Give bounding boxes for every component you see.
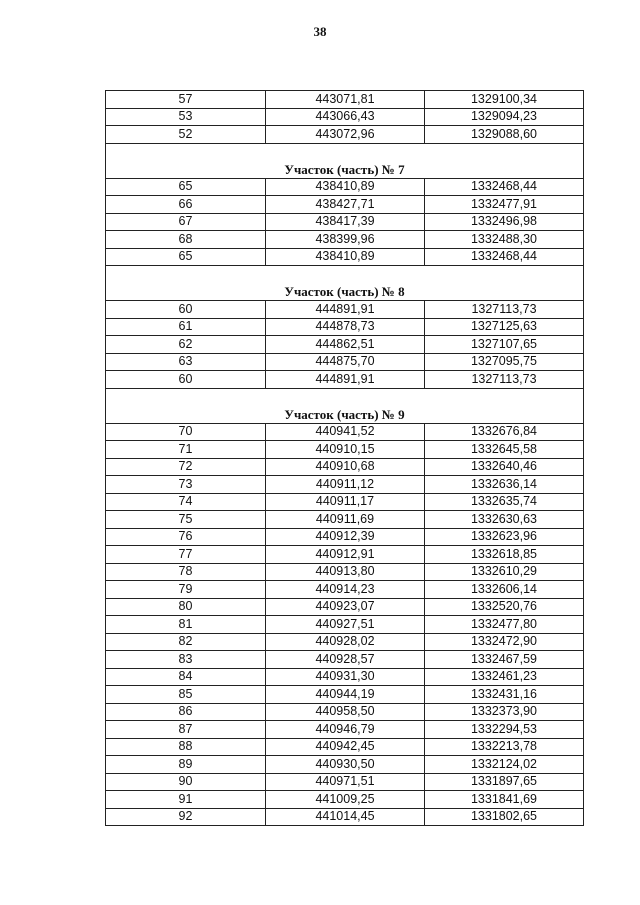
point-number-cell: 83 [106,651,266,669]
section-title: Участок (часть) № 9 [106,388,584,423]
y-coordinate-cell: 1332676,84 [425,423,584,441]
x-coordinate-cell: 440946,79 [266,721,425,739]
x-coordinate-cell: 440930,50 [266,756,425,774]
x-coordinate-cell: 444891,91 [266,371,425,389]
x-coordinate-cell: 443071,81 [266,91,425,109]
point-number-cell: 90 [106,773,266,791]
table-row [106,476,584,494]
point-number-cell: 77 [106,546,266,564]
x-coordinate-cell: 440928,57 [266,651,425,669]
x-coordinate-cell: 440912,39 [266,528,425,546]
x-coordinate-cell: 438427,71 [266,196,425,214]
table-row [106,91,584,109]
x-coordinate-cell: 440912,91 [266,546,425,564]
x-coordinate-cell: 440913,80 [266,563,425,581]
y-coordinate-cell: 1332468,44 [425,248,584,266]
table-row [106,651,584,669]
x-coordinate-cell: 440911,69 [266,511,425,529]
point-number-cell: 80 [106,598,266,616]
table-row [106,546,584,564]
y-coordinate-cell: 1332645,58 [425,441,584,459]
section-title: Участок (часть) № 8 [106,266,584,301]
table-row [106,248,584,266]
point-number-cell: 60 [106,301,266,319]
point-number-cell: 92 [106,808,266,826]
x-coordinate-cell: 443066,43 [266,108,425,126]
table-row [106,336,584,354]
y-coordinate-cell: 1332124,02 [425,756,584,774]
section-header-row [106,266,584,301]
table-row [106,196,584,214]
point-number-cell: 73 [106,476,266,494]
table-row [106,616,584,634]
table-row [106,213,584,231]
table-row [106,528,584,546]
y-coordinate-cell: 1332606,14 [425,581,584,599]
point-number-cell: 52 [106,126,266,144]
point-number-cell: 71 [106,441,266,459]
table-row [106,493,584,511]
point-number-cell: 76 [106,528,266,546]
x-coordinate-cell: 441009,25 [266,791,425,809]
x-coordinate-cell: 440928,02 [266,633,425,651]
table-row [106,458,584,476]
x-coordinate-cell: 438410,89 [266,248,425,266]
x-coordinate-cell: 438399,96 [266,231,425,249]
table-row [106,598,584,616]
y-coordinate-cell: 1332636,14 [425,476,584,494]
y-coordinate-cell: 1327095,75 [425,353,584,371]
table-row [106,231,584,249]
point-number-cell: 66 [106,196,266,214]
point-number-cell: 78 [106,563,266,581]
y-coordinate-cell: 1332373,90 [425,703,584,721]
point-number-cell: 88 [106,738,266,756]
y-coordinate-cell: 1331802,65 [425,808,584,826]
table-row [106,703,584,721]
x-coordinate-cell: 440941,52 [266,423,425,441]
y-coordinate-cell: 1327113,73 [425,371,584,389]
point-number-cell: 72 [106,458,266,476]
point-number-cell: 63 [106,353,266,371]
point-number-cell: 60 [106,371,266,389]
y-coordinate-cell: 1332610,29 [425,563,584,581]
point-number-cell: 75 [106,511,266,529]
y-coordinate-cell: 1332213,78 [425,738,584,756]
y-coordinate-cell: 1332623,96 [425,528,584,546]
point-number-cell: 87 [106,721,266,739]
table-row [106,773,584,791]
y-coordinate-cell: 1331897,65 [425,773,584,791]
x-coordinate-cell: 440927,51 [266,616,425,634]
x-coordinate-cell: 443072,96 [266,126,425,144]
point-number-cell: 53 [106,108,266,126]
table-row [106,108,584,126]
point-number-cell: 67 [106,213,266,231]
point-number-cell: 65 [106,248,266,266]
x-coordinate-cell: 440971,51 [266,773,425,791]
point-number-cell: 84 [106,668,266,686]
y-coordinate-cell: 1332618,85 [425,546,584,564]
x-coordinate-cell: 440910,68 [266,458,425,476]
x-coordinate-cell: 440911,12 [266,476,425,494]
point-number-cell: 86 [106,703,266,721]
table-row [106,371,584,389]
x-coordinate-cell: 440914,23 [266,581,425,599]
coordinates-table-body [106,91,584,826]
y-coordinate-cell: 1332520,76 [425,598,584,616]
table-row [106,353,584,371]
x-coordinate-cell: 444862,51 [266,336,425,354]
table-row [106,668,584,686]
x-coordinate-cell: 440923,07 [266,598,425,616]
point-number-cell: 79 [106,581,266,599]
point-number-cell: 68 [106,231,266,249]
x-coordinate-cell: 440944,19 [266,686,425,704]
y-coordinate-cell: 1332461,23 [425,668,584,686]
table-row [106,756,584,774]
x-coordinate-cell: 444878,73 [266,318,425,336]
table-row [106,423,584,441]
y-coordinate-cell: 1332294,53 [425,721,584,739]
y-coordinate-cell: 1332467,59 [425,651,584,669]
y-coordinate-cell: 1332477,80 [425,616,584,634]
table-row [106,178,584,196]
section-title: Участок (часть) № 7 [106,143,584,178]
y-coordinate-cell: 1331841,69 [425,791,584,809]
point-number-cell: 85 [106,686,266,704]
y-coordinate-cell: 1327113,73 [425,301,584,319]
table-row [106,563,584,581]
coordinates-table [105,90,584,826]
x-coordinate-cell: 440931,30 [266,668,425,686]
y-coordinate-cell: 1332640,46 [425,458,584,476]
x-coordinate-cell: 440958,50 [266,703,425,721]
y-coordinate-cell: 1332468,44 [425,178,584,196]
x-coordinate-cell: 444891,91 [266,301,425,319]
point-number-cell: 70 [106,423,266,441]
table-row [106,441,584,459]
y-coordinate-cell: 1332431,16 [425,686,584,704]
y-coordinate-cell: 1332630,63 [425,511,584,529]
point-number-cell: 74 [106,493,266,511]
table-row [106,126,584,144]
x-coordinate-cell: 441014,45 [266,808,425,826]
table-row [106,633,584,651]
y-coordinate-cell: 1332477,91 [425,196,584,214]
section-header-row [106,143,584,178]
y-coordinate-cell: 1332472,90 [425,633,584,651]
y-coordinate-cell: 1329094,23 [425,108,584,126]
point-number-cell: 89 [106,756,266,774]
table-row [106,301,584,319]
y-coordinate-cell: 1329088,60 [425,126,584,144]
table-row [106,318,584,336]
x-coordinate-cell: 444875,70 [266,353,425,371]
y-coordinate-cell: 1329100,34 [425,91,584,109]
point-number-cell: 61 [106,318,266,336]
section-header-row [106,388,584,423]
y-coordinate-cell: 1332488,30 [425,231,584,249]
point-number-cell: 57 [106,91,266,109]
point-number-cell: 82 [106,633,266,651]
y-coordinate-cell: 1332635,74 [425,493,584,511]
x-coordinate-cell: 440942,45 [266,738,425,756]
table-row [106,511,584,529]
y-coordinate-cell: 1332496,98 [425,213,584,231]
x-coordinate-cell: 438410,89 [266,178,425,196]
table-row [106,721,584,739]
table-row [106,738,584,756]
y-coordinate-cell: 1327125,63 [425,318,584,336]
x-coordinate-cell: 440910,15 [266,441,425,459]
table-row [106,791,584,809]
x-coordinate-cell: 440911,17 [266,493,425,511]
table-row [106,808,584,826]
point-number-cell: 62 [106,336,266,354]
page-number: 38 [313,24,327,39]
x-coordinate-cell: 438417,39 [266,213,425,231]
y-coordinate-cell: 1327107,65 [425,336,584,354]
point-number-cell: 91 [106,791,266,809]
table-row [106,581,584,599]
point-number-cell: 81 [106,616,266,634]
table-row [106,686,584,704]
point-number-cell: 65 [106,178,266,196]
